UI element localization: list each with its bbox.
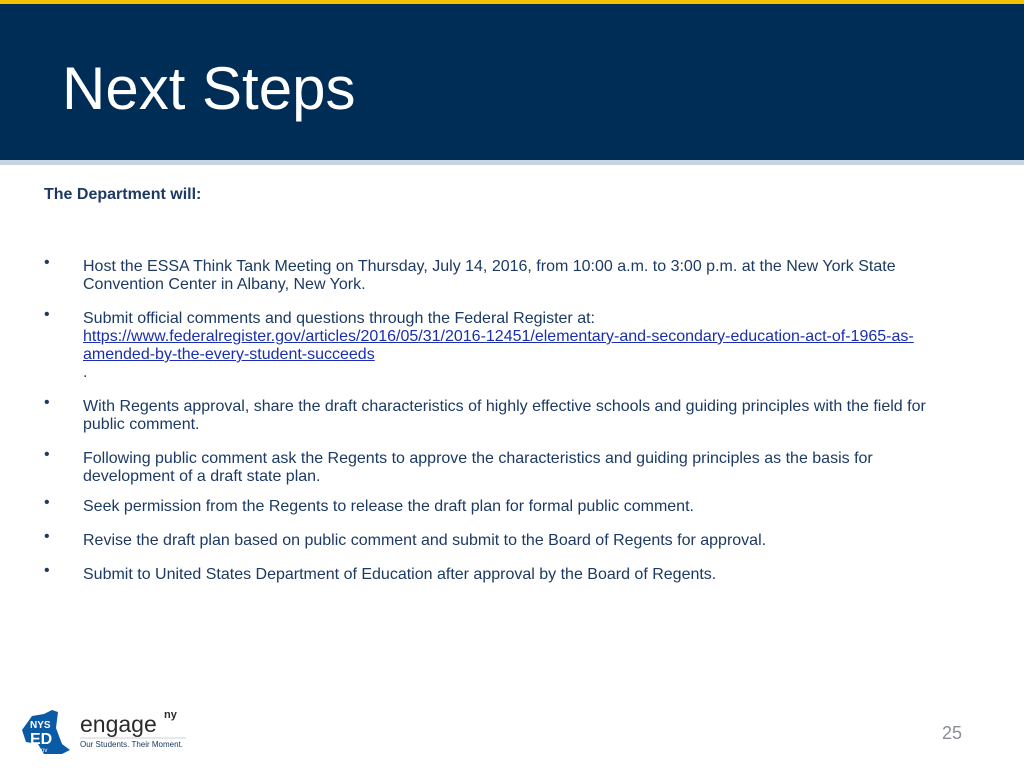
- bullet-item: [44, 528, 964, 550]
- bullet-list: [44, 254, 964, 600]
- bullet-text: With Regents approval, share the draft characteristics of highly effective schools and guiding principles with the field for public comment.: [83, 398, 926, 433]
- federal-register-link[interactable]: https://www.federalregister.gov/articles/2016/05/31/2016-12451/elementary-and-secondary-education-act-of-1965-as-amended-by-the-every-student-succeeds: [83, 328, 914, 363]
- slide-title: Next Steps: [62, 55, 356, 122]
- header-divider: [0, 160, 1024, 165]
- bullet-item: [44, 446, 964, 486]
- logo-badge-domain: .gov: [36, 748, 48, 754]
- logo-badge-top: NYS: [30, 720, 51, 731]
- logo-tagline: Our Students. Their Moment.: [80, 740, 184, 749]
- bullet-item: [44, 394, 964, 434]
- bullet-icon: •: [44, 528, 50, 545]
- bullet-item: [44, 254, 964, 294]
- bullet-item: [44, 306, 964, 382]
- bullet-icon: •: [44, 394, 50, 411]
- bullet-text: Following public comment ask the Regents to approve the characteristics and guiding principles as the basis for development of a draft state plan.: [83, 450, 873, 485]
- bullet-icon: •: [44, 446, 50, 463]
- bullet-text: Submit official comments and questions through the Federal Register at:: [83, 310, 595, 327]
- bullet-text: Host the ESSA Think Tank Meeting on Thursday, July 14, 2016, from 10:00 a.m. to 3:00 p.m. at the New York State Convention Center in Albany, New York.: [83, 258, 896, 293]
- slide-header: [0, 4, 1024, 160]
- bullet-text: Seek permission from the Regents to release the draft plan for formal public comment.: [83, 498, 694, 515]
- bullet-icon: •: [44, 494, 50, 511]
- page-number: 25: [941, 723, 962, 743]
- logo-superscript: ny: [164, 709, 177, 721]
- bullet-trailing-text: .: [83, 364, 88, 381]
- logo-word: engage: [80, 711, 157, 737]
- bullet-icon: •: [44, 254, 50, 271]
- bullet-text: Submit to United States Department of Education after approval by the Board of Regents.: [83, 566, 717, 583]
- bullet-item: [44, 562, 964, 584]
- engageny-logo: [18, 706, 198, 756]
- bullet-icon: •: [44, 306, 50, 323]
- subheading: The Department will:: [44, 186, 202, 203]
- bullet-text: Revise the draft plan based on public comment and submit to the Board of Regents for approval.: [83, 532, 767, 549]
- logo-badge-bottom: ED: [30, 731, 53, 748]
- bullet-item: [44, 494, 964, 516]
- bullet-icon: •: [44, 562, 50, 579]
